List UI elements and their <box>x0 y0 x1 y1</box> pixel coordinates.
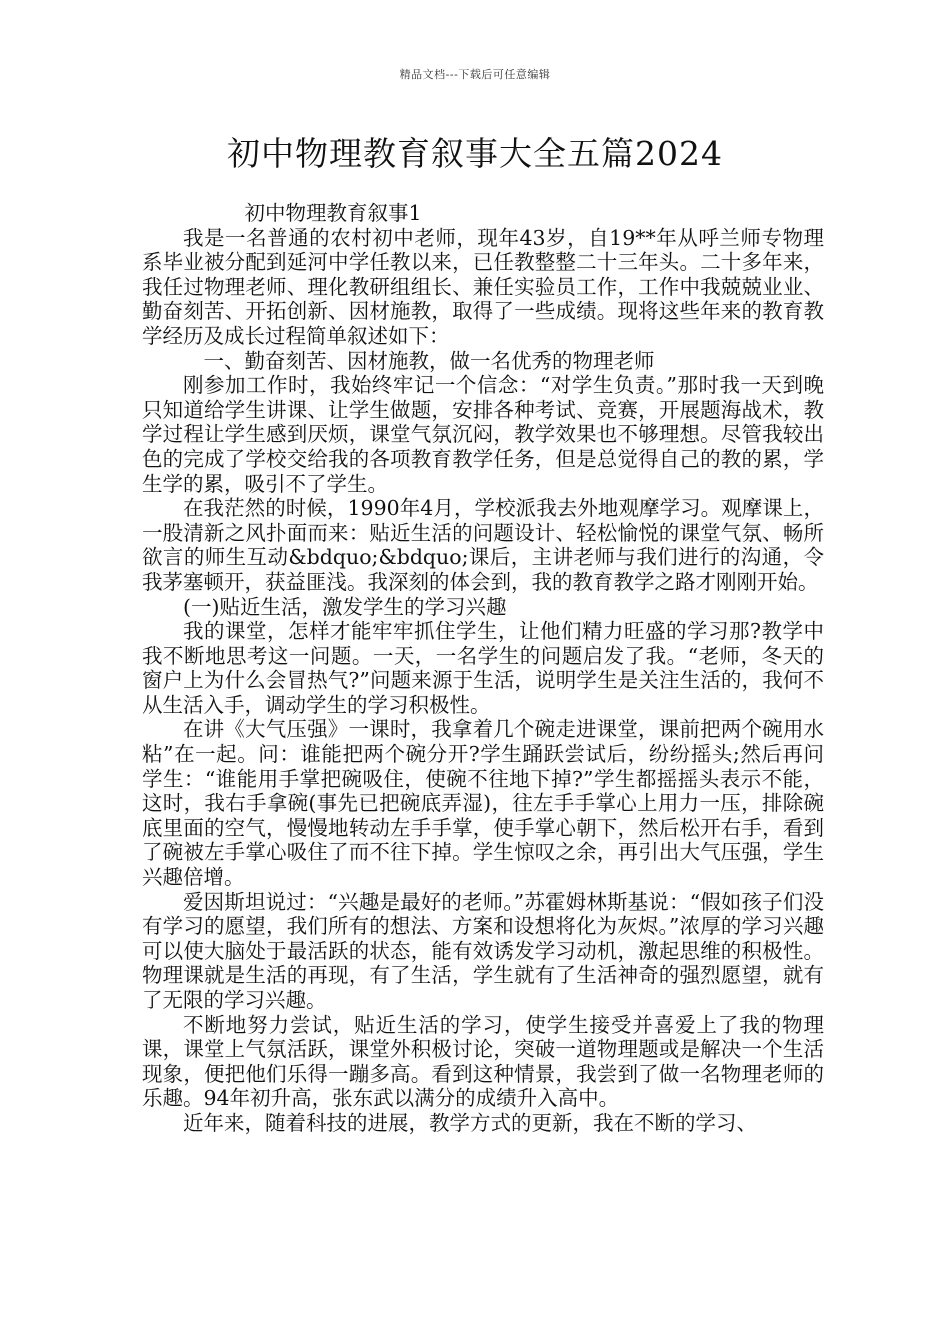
section-title: 初中物理教育叙事1 <box>244 201 422 225</box>
paragraph: 我是一名普通的农村初中老师，现年43岁，自19**年从呼兰师专物理系毕业被分配到延河中学任教以来，已任教整整二十三年头。二十多年来，我任过物理老师、理化教研组组长、兼任实验员工作，工作中我兢兢业业、勤奋刻苦、开拓创新、因材施教，取得了一些成绩。现将这些年来的教育教学经历及成长过程简单叙述如下： <box>142 225 824 348</box>
document-body <box>142 201 824 1136</box>
paragraph: 在讲《大气压强》一课时，我拿着几个碗走进课堂，课前把两个碗用水粘”在一起。问：谁能把两个碗分开?学生踊跃尝试后，纷纷摇头;然后再问学生：“谁能用手掌把碗吸住，使碗不往地下掉?”学生都摇摇头表示不能，这时，我右手拿碗(事先已把碗底弄湿)，往左手手掌心上用力一压，排除碗底里面的空气，慢慢地转动左手手掌，使手掌心朝下，然后松开右手，看到了碗被左手掌心吸住了而不往下掉。学生惊叹之余，再引出大气压强，学生兴趣倍增。 <box>142 717 824 890</box>
document-title: 初中物理教育叙事大全五篇2024 <box>227 134 723 173</box>
subheading: 一、勤奋刻苦、因材施教，做一名优秀的物理老师 <box>203 348 655 373</box>
paragraph: 我的课堂，怎样才能牢牢抓住学生，让他们精力旺盛的学习那?教学中我不断地思考这一问题。一天，一名学生的问题启发了我。“老师，冬天的窗户上为什么会冒热气?”问题来源于生活，说明学生是关注生活的，我何不从生活入手，调动学生的学习积极性。 <box>142 619 824 717</box>
paragraph: 在我茫然的时候，1990年4月，学校派我去外地观摩学习。观摩课上，一股清新之风扑面而来：贴近生活的问题设计、轻松愉悦的课堂气氛、畅所欲言的师生互动&bdquo;&bdquo;课后，主讲老师与我们进行的沟通，令我茅塞顿开，获益匪浅。我深刻的体会到，我的教育教学之路才刚刚开始。 <box>142 496 824 594</box>
paragraph: 爱因斯坦说过：“兴趣是最好的老师。”苏霍姆林斯基说：“假如孩子们没有学习的愿望，我们所有的想法、方案和设想将化为灰烬。”浓厚的学习兴趣可以使大脑处于最活跃的状态，能有效诱发学习动机，激起思维的积极性。物理课就是生活的再现，有了生活，学生就有了生活神奇的强烈愿望，就有了无限的学习兴趣。 <box>142 889 824 1012</box>
paragraph: 近年来，随着科技的进展，教学方式的更新，我在不断的学习、 <box>183 1110 757 1135</box>
header-note: 精品文档---下载后可任意编辑 <box>399 68 551 81</box>
paragraph: 不断地努力尝试，贴近生活的学习，使学生接受并喜爱上了我的物理课，课堂上气氛活跃，课堂外积极讨论，突破一道物理题或是解决一个生活现象，便把他们乐得一蹦多高。看到这种情景，我尝到了做一名物理老师的乐趣。94年初升高，张东武以满分的成绩升入高中。 <box>142 1012 824 1111</box>
subheading: (一)贴近生活，激发学生的学习兴趣 <box>183 594 507 619</box>
paragraph: 刚参加工作时，我始终牢记一个信念：“对学生负责。”那时我一天到晚只知道给学生讲课、让学生做题，安排各种考试、竞赛，开展题海战术，教学过程让学生感到厌烦，课堂气氛沉闷，教学效果也不够理想。尽管我较出色的完成了学校交给我的各项教育教学任务，但是总觉得自己的教的累，学生学的累，吸引不了学生。 <box>142 373 824 496</box>
